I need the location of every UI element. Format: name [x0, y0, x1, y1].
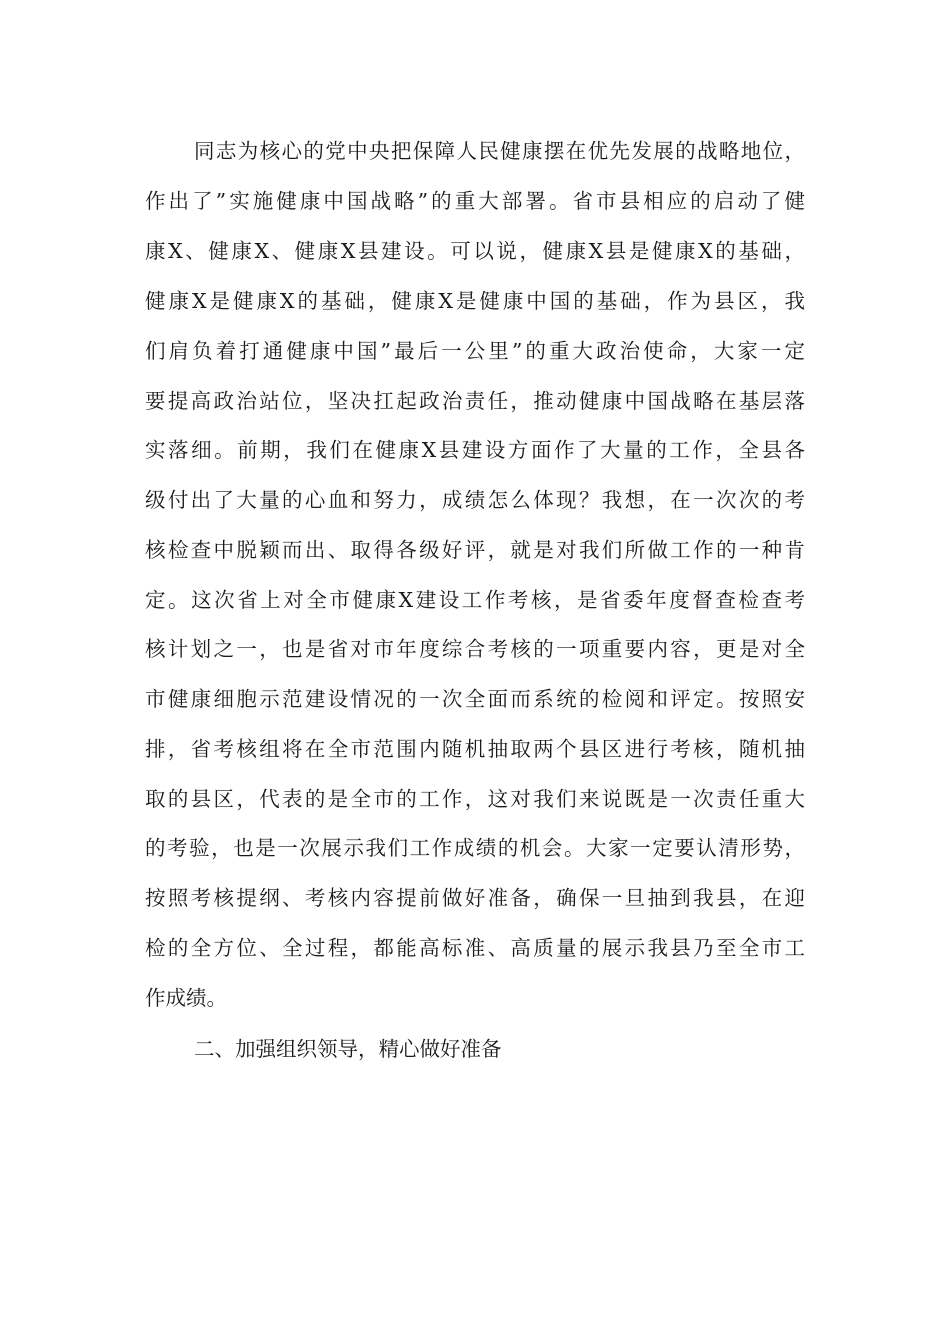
paragraph-line-15: 的考验，也是一次展示我们工作成绩的机会。大家一定要认清形势， — [145, 836, 805, 860]
paragraph-line-6: 要提高政治站位，坚决扛起政治责任，推动健康中国战略在基层落 — [145, 389, 805, 413]
paragraph-line-13: 排，省考核组将在全市范围内随机抽取两个县区进行考核，随机抽 — [145, 737, 805, 761]
paragraph-line-10: 定。这次省上对全市健康X建设工作考核，是省委年度督查检查考 — [145, 588, 805, 612]
paragraph-line-16: 按照考核提纲、考核内容提前做好准备，确保一旦抽到我县，在迎 — [145, 886, 805, 910]
paragraph-line-18: 作成绩。 — [145, 986, 227, 1010]
paragraph-line-17: 检的全方位、全过程，都能高标准、高质量的展示我县乃至全市工 — [145, 936, 805, 960]
paragraph-line-4: 健康X是健康X的基础，健康X是健康中国的基础，作为县区，我 — [145, 289, 805, 313]
paragraph-line-11: 核计划之一，也是省对市年度综合考核的一项重要内容，更是对全 — [145, 637, 805, 661]
paragraph-line-8: 级付出了大量的心血和努力，成绩怎么体现？我想，在一次次的考 — [145, 488, 805, 512]
paragraph-line-3: 康X、健康X、健康X县建设。可以说，健康X县是健康X的基础， — [145, 239, 805, 263]
paragraph-line-7: 实落细。前期，我们在健康X县建设方面作了大量的工作，全县各 — [145, 438, 805, 462]
paragraph-line-5: 们肩负着打通健康中国”最后一公里”的重大政治使命，大家一定 — [145, 339, 805, 363]
paragraph-line-12: 市健康细胞示范建设情况的一次全面而系统的检阅和评定。按照安 — [145, 687, 805, 711]
paragraph-line-14: 取的县区，代表的是全市的工作，这对我们来说既是一次责任重大 — [145, 787, 805, 811]
paragraph-line-1: 同志为核心的党中央把保障人民健康摆在优先发展的战略地位， — [194, 139, 805, 163]
paragraph-line-2: 作出了”实施健康中国战略”的重大部署。省市县相应的启动了健 — [145, 189, 805, 213]
paragraph-line-9: 核检查中脱颖而出、取得各级好评，就是对我们所做工作的一种肯 — [145, 538, 805, 562]
section-heading: 二、加强组织领导，精心做好准备 — [194, 1037, 502, 1061]
